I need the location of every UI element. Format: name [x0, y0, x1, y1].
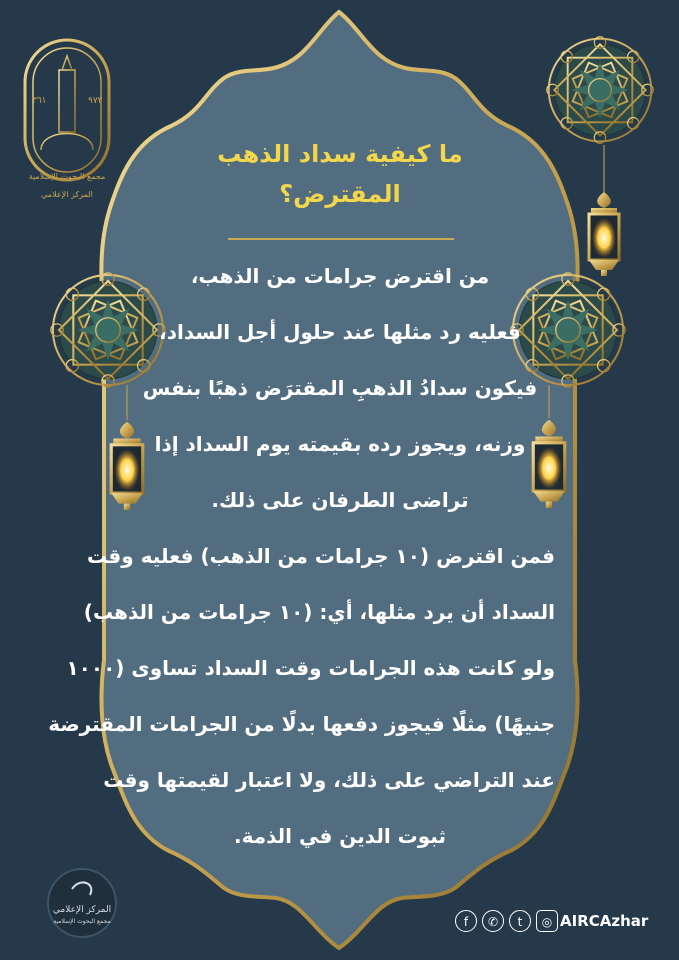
top-logo-sub-text: المركز الإعلامي	[41, 190, 93, 199]
body-line: ثبوت الدين في الذمة.	[234, 824, 446, 848]
bottom-logo	[48, 869, 116, 937]
body-line: من اقترض جرامات من الذهب،	[190, 264, 490, 288]
body-line: جنيهًا) مثلًا فيجوز دفعها بدلًا من الجرامات المقترضة	[48, 712, 555, 736]
social-handle[interactable]: AIRCAzhar	[560, 912, 649, 930]
bottom-logo-text-sub: مجمع البحوث الإسلامية	[53, 918, 111, 925]
instagram-icon[interactable]: ◎	[536, 910, 558, 932]
body-line: فمن اقترض (١٠ جرامات من الذهب) فعليه وقت	[87, 544, 555, 568]
body-line: تراضى الطرفان على ذلك.	[211, 488, 469, 512]
body-line: وزنه، ويجوز رده بقيمته يوم السداد إذا	[154, 432, 526, 456]
body-line: فعليه رد مثلها عند حلول أجل السداد،	[159, 320, 521, 344]
top-logo-arc-text: مجمع البحوث الإسلامية	[28, 172, 106, 181]
title-line-2: المقترض؟	[279, 180, 401, 208]
top-logo	[25, 40, 109, 180]
body-line: ولو كانت هذه الجرامات وقت السداد تساوى (١٠٠٠	[66, 656, 555, 680]
body-line: السداد أن يرد مثلها، أي: (١٠ جرامات من الذهب)	[83, 600, 555, 624]
page-title	[190, 134, 490, 214]
facebook-icon[interactable]: f	[455, 910, 477, 932]
top-logo-year-right: ٣٦١	[32, 96, 47, 106]
whatsapp-icon[interactable]: ✆	[482, 910, 504, 932]
title-line-1: ما كيفية سداد الذهب	[217, 140, 463, 168]
body-line: عند التراضي على ذلك، ولا اعتبار لقيمتها وقت	[103, 768, 555, 792]
body-line: فيكون سدادُ الذهبِ المقترَض ذهبًا بنفس	[142, 376, 538, 400]
twitter-icon[interactable]: t	[509, 910, 531, 932]
body-text	[48, 248, 555, 864]
title-divider	[228, 238, 454, 240]
bottom-logo-text-main: المركز الإعلامي	[52, 905, 112, 915]
top-logo-year-left: ٩٧٢	[88, 96, 103, 106]
